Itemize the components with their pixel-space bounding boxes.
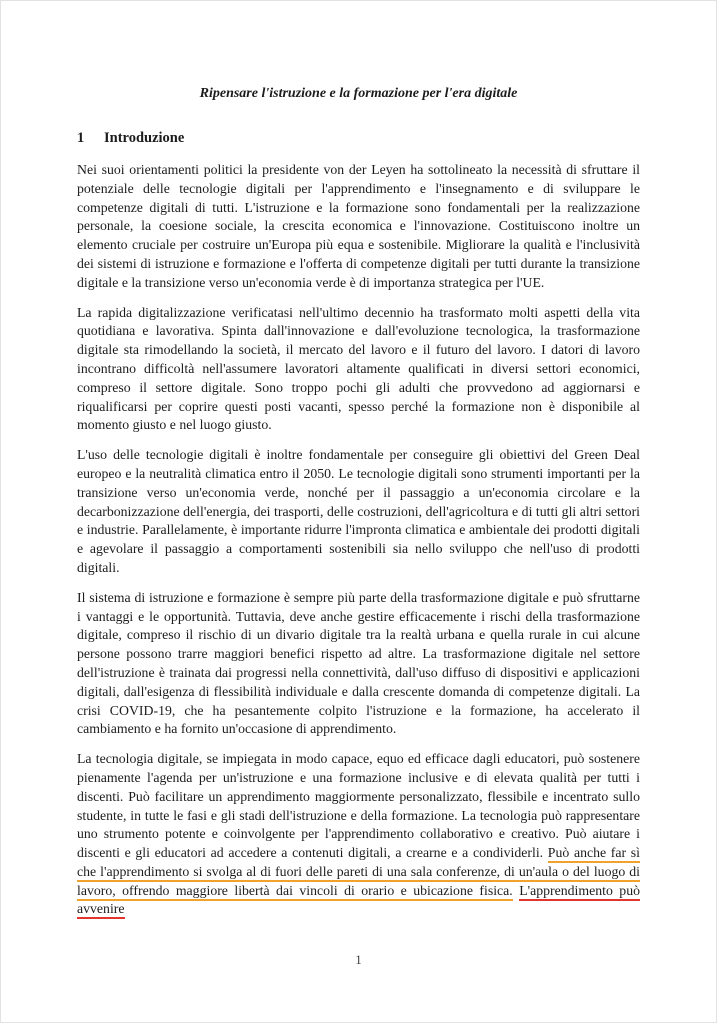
paragraph-4 [77,589,640,739]
body-text-run: Il sistema di istruzione e formazione è sempre più parte della trasformazione digitale e può sfruttarne i vantaggi e le opportunità. Tuttavia, deve anche gestire efficacemente i rischi della trasformazione digitale, compreso il rischio di un divario digitale tra la realtà urbana e quella rurale in cui alcune persone possono trarre maggiori benefici rispetto ad altre. La trasformazione digitale nel settore dell'istruzione è trainata dai progressi nella connettività, dall'uso diffuso di dispositivi e applicazioni digitali, dall'esigenza di flessibilità individuale e dalla crescente domanda di competenze digitali. La crisi COVID-19, che ha pesantemente colpito l'istruzione e la formazione, ha accelerato il cambiamento e ha fornito un'occasione di apprendimento. [77,589,640,737]
body-text-run: L'uso delle tecnologie digitali è inoltre fondamentale per conseguire gli obiettivi del Green Deal europeo e la neutralità climatica entro il 2050. Le tecnologie digitali sono strumenti importanti per la transizione verso un'economia verde, nonché per il passaggio a un'economia circolare e la decarbonizzazione dell'energia, dei trasporti, delle costruzioni, dell'agricoltura e di tutti gli altri settori e industrie. Parallelamente, è importante ridurre l'impronta climatica e ambientale dei prodotti digitali e agevolare il passaggio a comportamenti sostenibili sia nello sviluppo che nell'uso di prodotti digitali. [77,447,640,575]
page-content [1,1,716,919]
body-text-run: La rapida digitalizzazione verificatasi nell'ultimo decennio ha trasformato molti aspetti della vita quotidiana e lavorativa. Spinta dall'innovazione e dall'evoluzione tecnologica, la trasformazione digitale sta rimodellando la società, il mercato del lavoro e il futuro del lavoro. I datori di lavoro incontrano difficoltà nell'assumere lavoratori altamente qualificati in diversi settori economici, compreso il settore digitale. Sono troppo pochi gli adulti che provvedono ad aggiornarsi e riqualificarsi per coprire questi posti vacanti, spesso perché la formazione non è disponibile al momento giusto e nel luogo giusto. [77,304,640,433]
body-text-run: La tecnologia digitale, se impiegata in modo capace, equo ed efficace dagli educatori, può sostenere pienamente l'agenda per un'istruzione e una formazione inclusive e di elevata qualità per tutti i discenti. Può facilitare un apprendimento maggiormente personalizzato, flessibile e incentrato sullo studente, in tutte le fasi e gli stadi dell'istruzione e della formazione. La tecnologia può rappresentare uno strumento potente e coinvolgente per l'apprendimento collaborativo e creativo. Può aiutare i discenti e gli educatori ad accedere a contenuti digitali, a crearne e a condividerli. [77,751,640,861]
paragraph-5 [77,750,640,919]
document-body [77,161,640,919]
document-title: Ripensare l'istruzione e la formazione per l'era digitale [199,86,518,101]
section-heading [77,129,640,147]
body-text-run: Nei suoi orientamenti politici la presidente von der Leyen ha sottolineato la necessità di sfruttare il potenziale delle tecnologie digitali per l'apprendimento e l'insegnamento e di sviluppare le competenze digitali di tutti. L'istruzione e la formazione sono fondamentali per la realizzazione personale, la coesione sociale, la crescita economica e l'innovazione. Costituiscono inoltre un elemento cruciale per costruire un'Europa più equa e sostenibile. Migliorare la qualità e l'inclusività dei sistemi di istruzione e formazione e l'offerta di competenze digitali per tutti durante la transizione digitale e la transizione verso un'economia verde è di importanza strategica per l'UE. [77,162,640,290]
page-number: 1 [355,953,362,967]
paragraph-1 [77,161,640,293]
underlined-text-orange: Può anche far sì che l'apprendimento si svolga al di fuori delle pareti di una sala conferenze, di un'aula o del luogo di lavoro, offrendo maggiore libertà dai vincoli di orario e ubicazione fisica. [77,845,640,901]
section-number: 1 [77,130,85,146]
paragraph-3 [77,446,640,578]
paragraph-2 [77,304,640,436]
section-title: Introduzione [104,130,185,146]
underlined-text-red: L'apprendimento può avvenire [77,883,640,920]
